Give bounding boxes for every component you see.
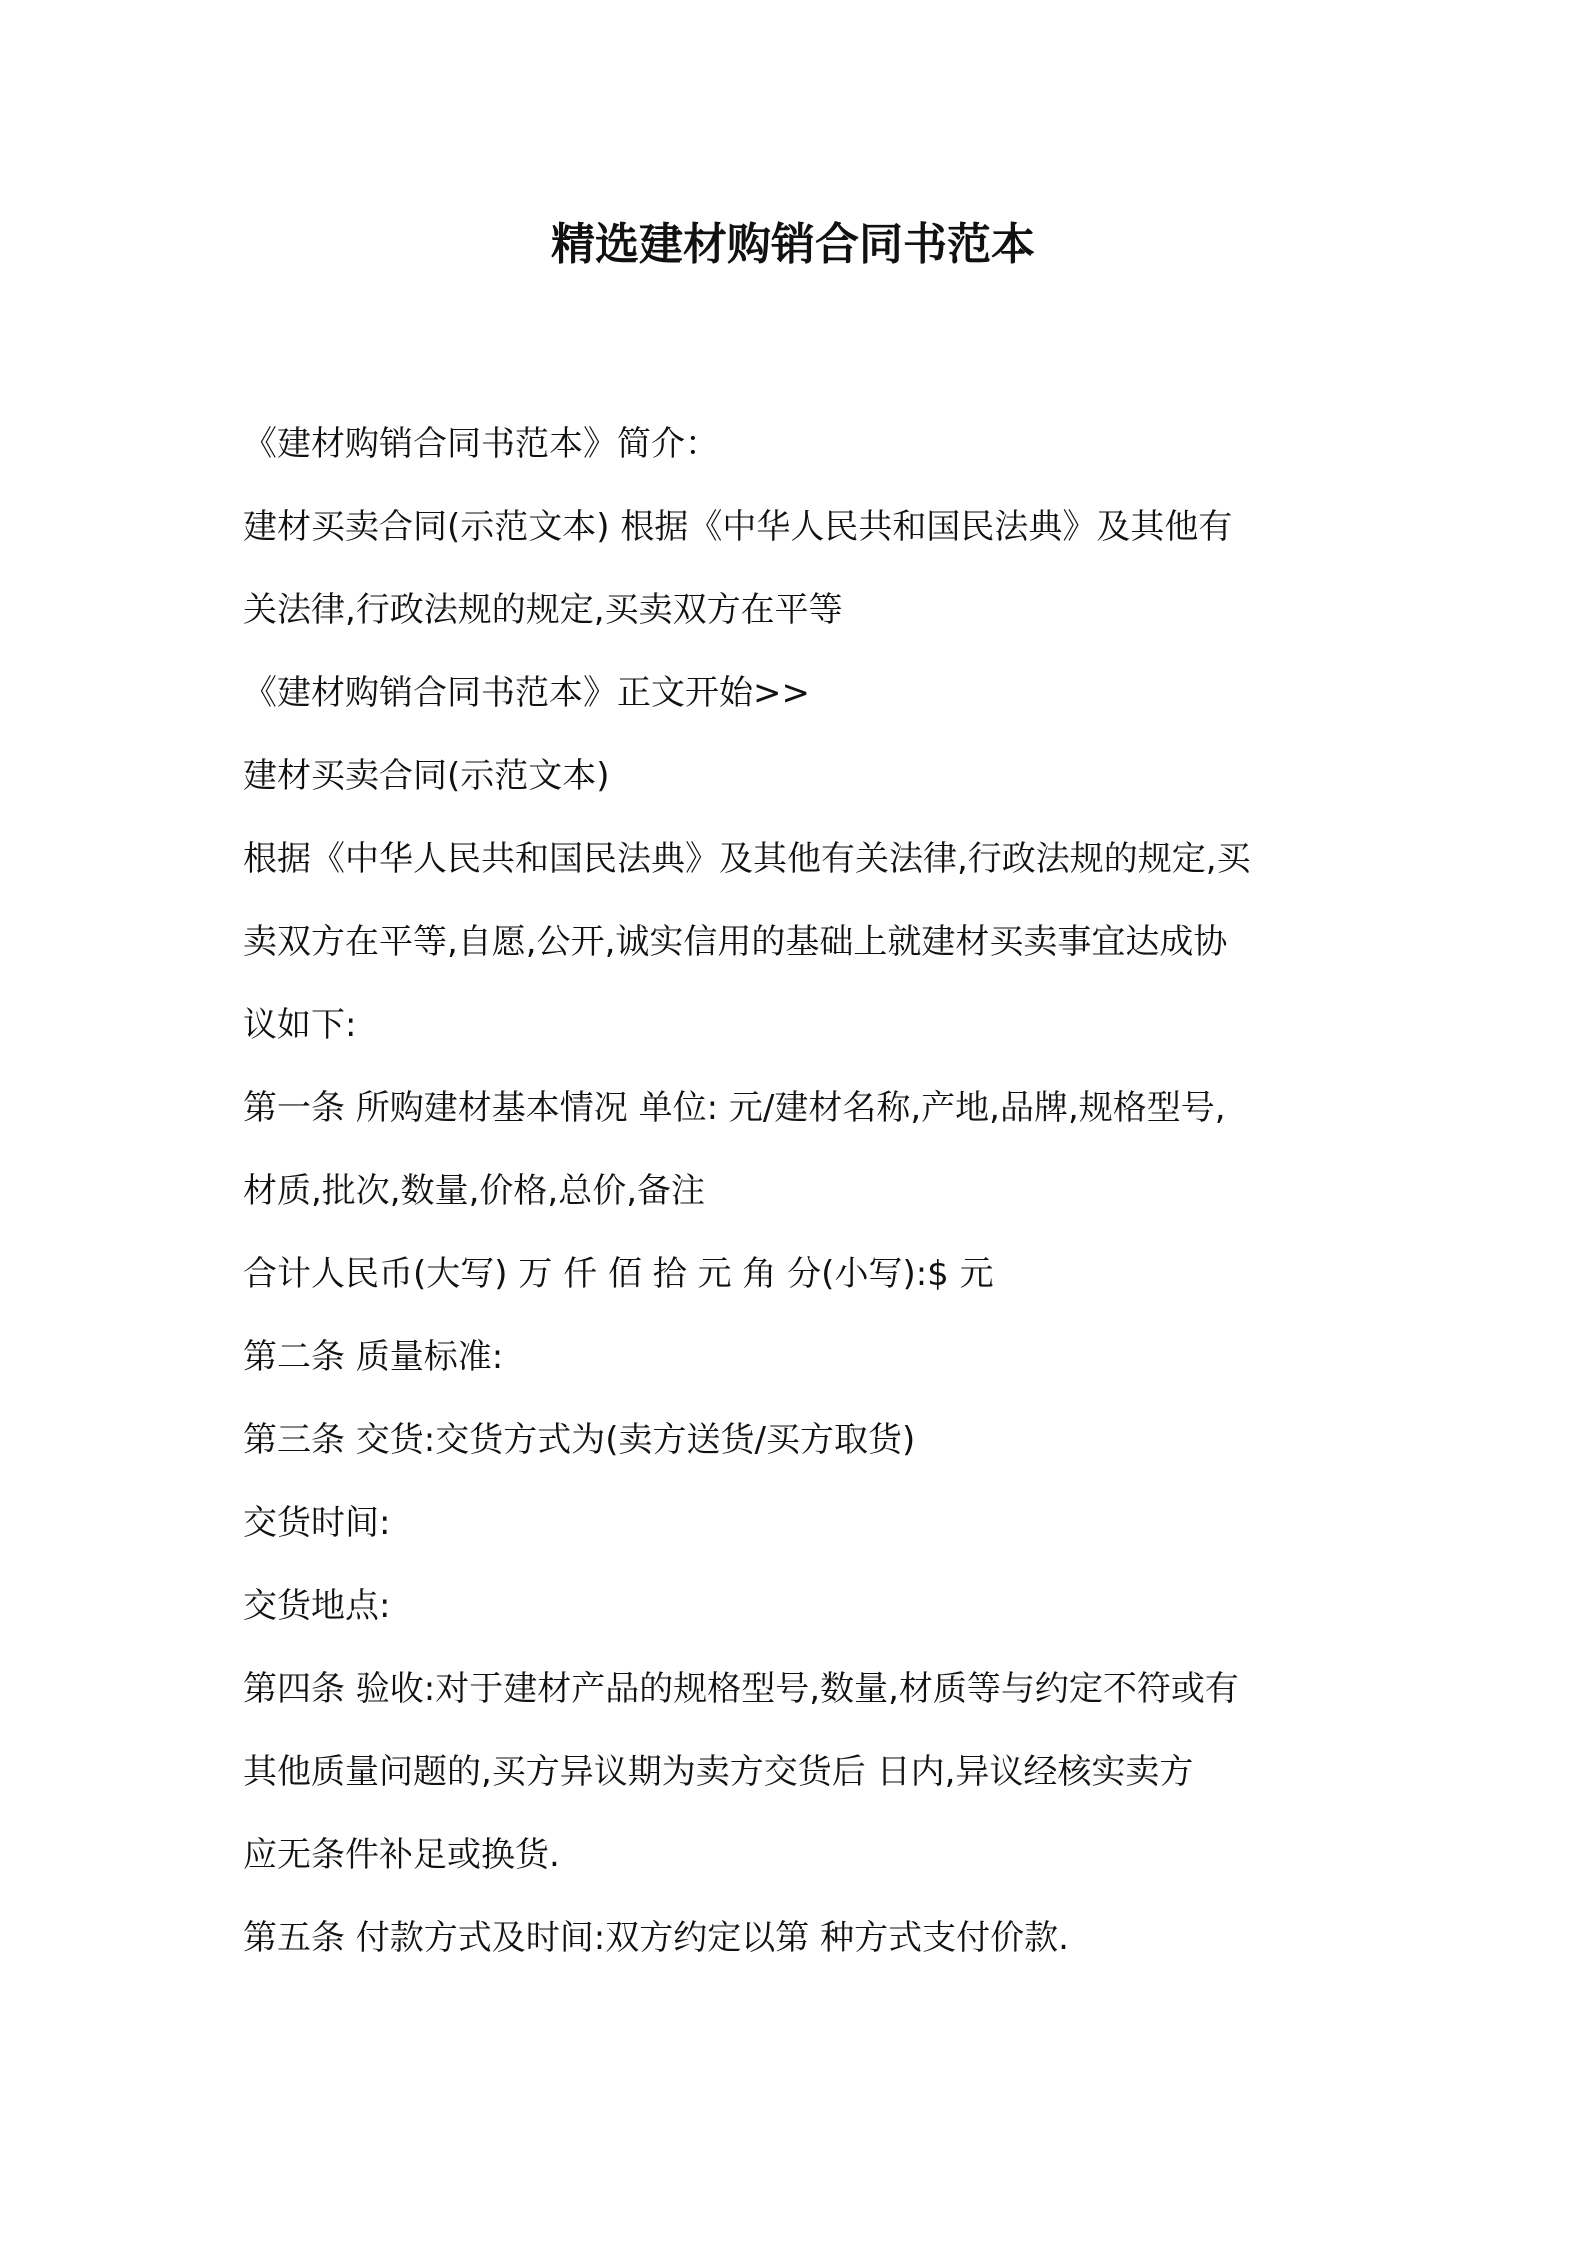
article-5: 第五条 付款方式及时间:双方约定以第 种方式支付价款. xyxy=(243,1918,1069,1958)
delivery-place: 交货地点: xyxy=(243,1586,391,1626)
delivery-time: 交货时间: xyxy=(243,1503,391,1543)
article-4-line-2: 其他质量问题的,买方异议期为卖方交货后 日内,异议经核实卖方 xyxy=(243,1752,1194,1792)
article-2: 第二条 质量标准: xyxy=(243,1337,504,1377)
intro-heading: 《建材购销合同书范本》简介： xyxy=(243,424,719,464)
contract-name: 建材买卖合同(示范文本) xyxy=(243,756,610,796)
total-amount-line: 合计人民币(大写) 万 仟 佰 拾 元 角 分(小写):$ 元 xyxy=(243,1254,994,1294)
intro-text-line-1: 建材买卖合同(示范文本) 根据《中华人民共和国民法典》及其他有 xyxy=(243,507,1233,547)
article-1-line-2: 材质,批次,数量,价格,总价,备注 xyxy=(243,1171,706,1211)
article-1-line-1: 第一条 所购建材基本情况 单位: 元/建材名称,产地,品牌,规格型号, xyxy=(243,1088,1226,1128)
main-text-start: 《建材购销合同书范本》正文开始>> xyxy=(243,673,810,713)
intro-text-line-2: 关法律,行政法规的规定,买卖双方在平等 xyxy=(243,590,843,630)
preamble-line-2: 卖双方在平等,自愿,公开,诚实信用的基础上就建材买卖事宜达成协 xyxy=(243,922,1228,962)
preamble-line-3: 议如下: xyxy=(243,1005,357,1045)
article-3: 第三条 交货:交货方式为(卖方送货/买方取货) xyxy=(243,1420,916,1460)
preamble-line-1: 根据《中华人民共和国民法典》及其他有关法律,行政法规的规定,买 xyxy=(243,839,1251,879)
article-4-line-1: 第四条 验收:对于建材产品的规格型号,数量,材质等与约定不符或有 xyxy=(243,1669,1239,1709)
document-body xyxy=(243,403,1363,1980)
document-title: 精选建材购销合同书范本 xyxy=(551,219,1035,270)
article-4-line-3: 应无条件补足或换货. xyxy=(243,1835,560,1875)
